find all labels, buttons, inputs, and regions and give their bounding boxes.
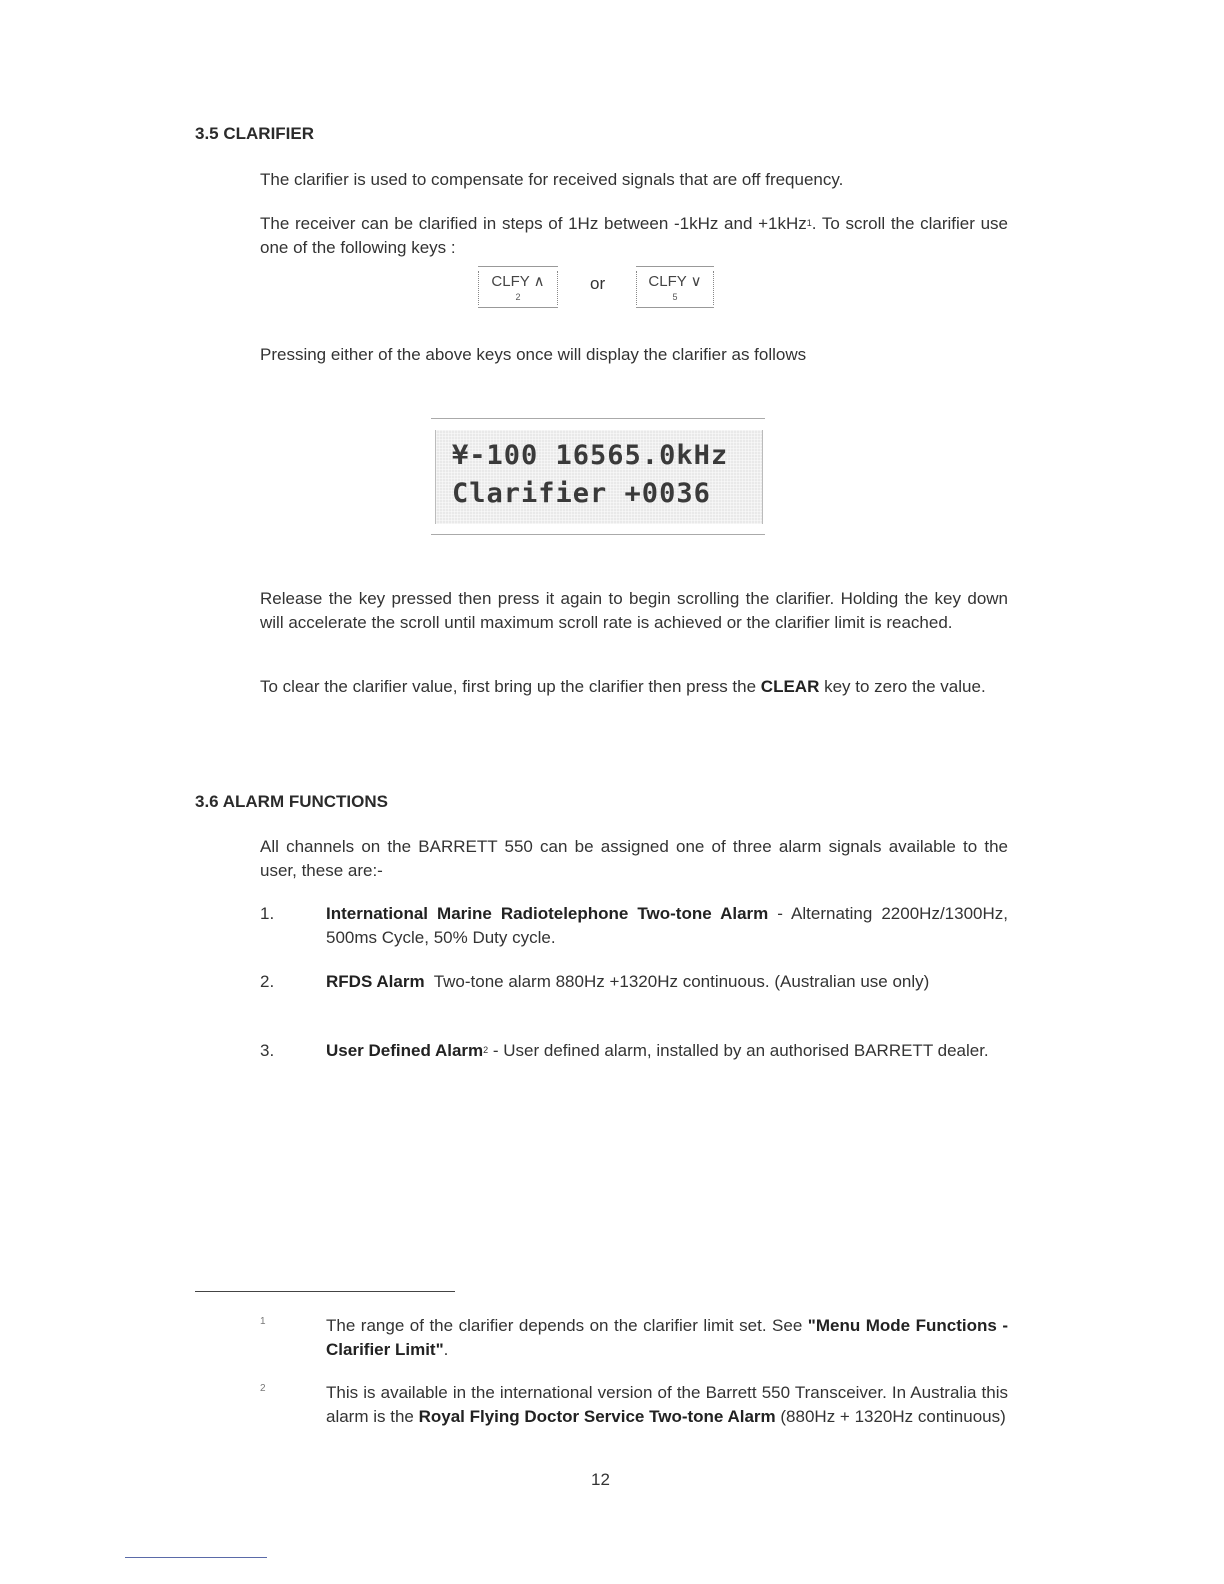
footnote-text: The range of the clarifier depends on the clarifier limit set. See xyxy=(326,1316,808,1335)
footnote-divider xyxy=(195,1291,455,1292)
clarifier-steps-text-end: . To scroll the clarifier use one of the following keys : xyxy=(260,214,1008,257)
lcd-display-illustration xyxy=(425,418,773,536)
list-item-title: International Marine Radiotelephone Two-tone Alarm xyxy=(326,904,769,923)
section-heading-clarifier: 3.5 CLARIFIER xyxy=(195,124,315,143)
clarifier-keys xyxy=(478,266,738,310)
list-item-body xyxy=(326,970,1008,994)
footnote-bold: "Menu Mode Functions - Clarifier Limit" xyxy=(326,1316,1009,1359)
lcd-screen xyxy=(435,430,763,524)
list-item-text: Two-tone alarm 880Hz +1320Hz continuous. (Australian use only) xyxy=(424,972,930,991)
footnote-ref-2[interactable]: 2 xyxy=(483,1045,489,1055)
footnote-text-end: . xyxy=(443,1340,449,1359)
clear-text-end: key to zero the value. xyxy=(819,677,986,696)
list-item-text: - Alternating 2200Hz/1300Hz, 500ms Cycle, 50% Duty cycle. xyxy=(326,904,1008,947)
clear-text: To clear the clarifier value, first bring up the clarifier then press the xyxy=(260,677,761,696)
clfy-down-key-label: CLFY ∨ xyxy=(648,273,702,290)
bottom-divider xyxy=(125,1557,267,1558)
footnote-mark: 1 xyxy=(260,1316,266,1327)
clfy-down-key-number: 5 xyxy=(672,292,678,302)
clarifier-steps-text: The receiver can be clarified in steps of 1Hz between -1kHz and +1kHz xyxy=(260,214,807,233)
footnote-ref-1[interactable]: 1 xyxy=(806,218,812,228)
list-item-text: - User defined alarm, installed by an authorised BARRETT dealer. xyxy=(488,1041,989,1060)
lcd-line-frequency: ¥-100 16565.0kHz xyxy=(452,440,729,471)
clfy-up-key-label: CLFY ∧ xyxy=(491,273,545,290)
clear-key-name: CLEAR xyxy=(760,677,820,696)
clfy-up-key-number: 2 xyxy=(515,292,521,302)
footnote-bold: Royal Flying Doctor Service Two-tone Alarm xyxy=(418,1407,776,1426)
clarifier-intro: The clarifier is used to compensate for received signals that are off frequency. xyxy=(260,170,844,189)
clfy-up-key xyxy=(478,266,558,308)
clarifier-scroll-paragraph: Release the key pressed then press it again to begin scrolling the clarifier. Holding the key down will accelerate the scroll until maximum scroll rate is achieved or the clarifier limit is reached. xyxy=(260,589,1008,632)
list-item-body xyxy=(326,1039,1008,1063)
list-item-title: RFDS Alarm xyxy=(326,972,425,991)
footnote-mark: 2 xyxy=(260,1383,266,1394)
list-item-number: 2. xyxy=(260,972,275,991)
lcd-line-clarifier: Clarifier +0036 xyxy=(452,478,711,509)
list-item-number: 3. xyxy=(260,1041,275,1060)
list-item-title: User Defined Alarm xyxy=(326,1041,484,1060)
list-item-number: 1. xyxy=(260,904,275,923)
footnote-text: This is available in the international version of the Barrett 550 Transceiver. In Australia this alarm is the xyxy=(326,1383,1008,1426)
section-heading-alarm-functions: 3.6 ALARM FUNCTIONS xyxy=(195,792,388,811)
footnote-body xyxy=(326,1314,1008,1362)
clarifier-display-intro: Pressing either of the above keys once will display the clarifier as follows xyxy=(260,345,807,364)
list-item-body xyxy=(326,902,1008,950)
alarm-intro: All channels on the BARRETT 550 can be assigned one of three alarm signals available to the user, these are:- xyxy=(260,837,1008,880)
page-number: 12 xyxy=(591,1470,610,1489)
footnote-body xyxy=(326,1381,1008,1429)
clfy-down-key xyxy=(636,266,714,308)
clarifier-clear-paragraph xyxy=(260,675,1008,699)
keys-or-text: or xyxy=(590,274,606,293)
clarifier-steps-paragraph xyxy=(260,212,1008,260)
footnote-text-end: (880Hz + 1320Hz continuous) xyxy=(775,1407,1006,1426)
